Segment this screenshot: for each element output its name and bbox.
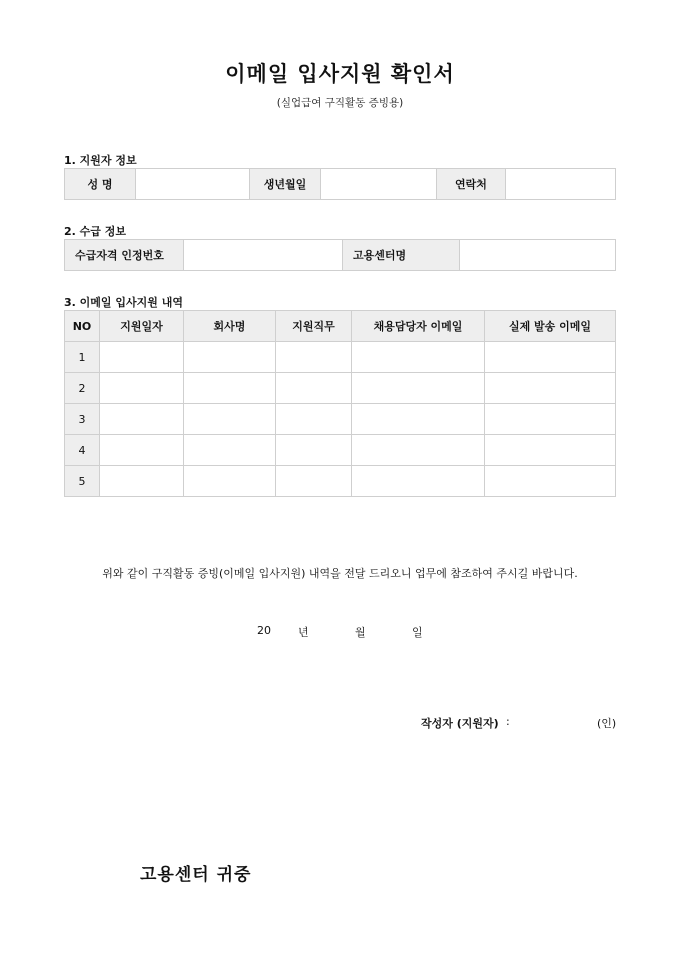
job-cell[interactable]: [276, 466, 352, 497]
column-header: 지원직무: [276, 311, 352, 342]
section3-heading: 3. 이메일 입사지원 내역: [64, 296, 183, 309]
date-year-prefix: 20: [257, 624, 271, 637]
date-cell[interactable]: [100, 373, 184, 404]
date-cell[interactable]: [100, 435, 184, 466]
sent-email-cell[interactable]: [485, 342, 616, 373]
benefit-info-table: [64, 239, 616, 271]
cert-number-field[interactable]: [184, 240, 343, 271]
recruiter-email-cell[interactable]: [352, 435, 485, 466]
row-number: 3: [65, 404, 100, 435]
seal-mark: (인): [597, 717, 617, 730]
writer-colon: :: [506, 715, 510, 728]
name-label: 성 명: [65, 169, 136, 200]
section2-heading: 2. 수급 정보: [64, 225, 126, 238]
job-cell[interactable]: [276, 342, 352, 373]
table-row: [65, 404, 616, 435]
writer-label: 작성자 (지원자): [421, 717, 499, 730]
row-number: 5: [65, 466, 100, 497]
date-cell[interactable]: [100, 404, 184, 435]
column-header: 회사명: [184, 311, 276, 342]
table-row: [65, 466, 616, 497]
recruiter-email-cell[interactable]: [352, 466, 485, 497]
date-cell[interactable]: [100, 342, 184, 373]
sent-email-cell[interactable]: [485, 373, 616, 404]
row-number: 2: [65, 373, 100, 404]
birth-field[interactable]: [321, 169, 437, 200]
birth-label: 생년월일: [250, 169, 321, 200]
document-subtitle: (실업급여 구직활동 증빙용): [276, 97, 404, 109]
column-header: 채용담당자 이메일: [352, 311, 485, 342]
row-number: 1: [65, 342, 100, 373]
column-header: NO: [65, 311, 100, 342]
date-cell[interactable]: [100, 466, 184, 497]
applicant-info-table: [64, 168, 616, 200]
sent-email-cell[interactable]: [485, 404, 616, 435]
sent-email-cell[interactable]: [485, 466, 616, 497]
row-number: 4: [65, 435, 100, 466]
name-field[interactable]: [136, 169, 250, 200]
table-row: [65, 342, 616, 373]
center-name-field[interactable]: [460, 240, 616, 271]
statement-text: 위와 같이 구직활동 증빙(이메일 입사지원) 내역을 전달 드리오니 업무에 참조하여 주시길 바랍니다.: [102, 567, 578, 580]
job-cell[interactable]: [276, 373, 352, 404]
table-row: [65, 373, 616, 404]
recipient-text: 고용센터 귀중: [140, 865, 252, 885]
date-year-label: 년: [298, 626, 309, 639]
center-name-label: 고용센터명: [343, 240, 460, 271]
company-cell[interactable]: [184, 466, 276, 497]
email-application-table: [64, 310, 616, 497]
recruiter-email-cell[interactable]: [352, 404, 485, 435]
document-title: 이메일 입사지원 확인서: [225, 62, 455, 86]
job-cell[interactable]: [276, 435, 352, 466]
table-header-row: [65, 311, 616, 342]
company-cell[interactable]: [184, 373, 276, 404]
contact-label: 연락처: [437, 169, 506, 200]
company-cell[interactable]: [184, 435, 276, 466]
column-header: 지원일자: [100, 311, 184, 342]
date-day-label: 일: [412, 626, 423, 639]
recruiter-email-cell[interactable]: [352, 342, 485, 373]
recruiter-email-cell[interactable]: [352, 373, 485, 404]
contact-field[interactable]: [506, 169, 616, 200]
date-month-label: 월: [355, 626, 366, 639]
section1-heading: 1. 지원자 정보: [64, 154, 137, 167]
table-row: [65, 435, 616, 466]
job-cell[interactable]: [276, 404, 352, 435]
company-cell[interactable]: [184, 404, 276, 435]
sent-email-cell[interactable]: [485, 435, 616, 466]
company-cell[interactable]: [184, 342, 276, 373]
cert-number-label: 수급자격 인정번호: [65, 240, 184, 271]
column-header: 실제 발송 이메일: [485, 311, 616, 342]
